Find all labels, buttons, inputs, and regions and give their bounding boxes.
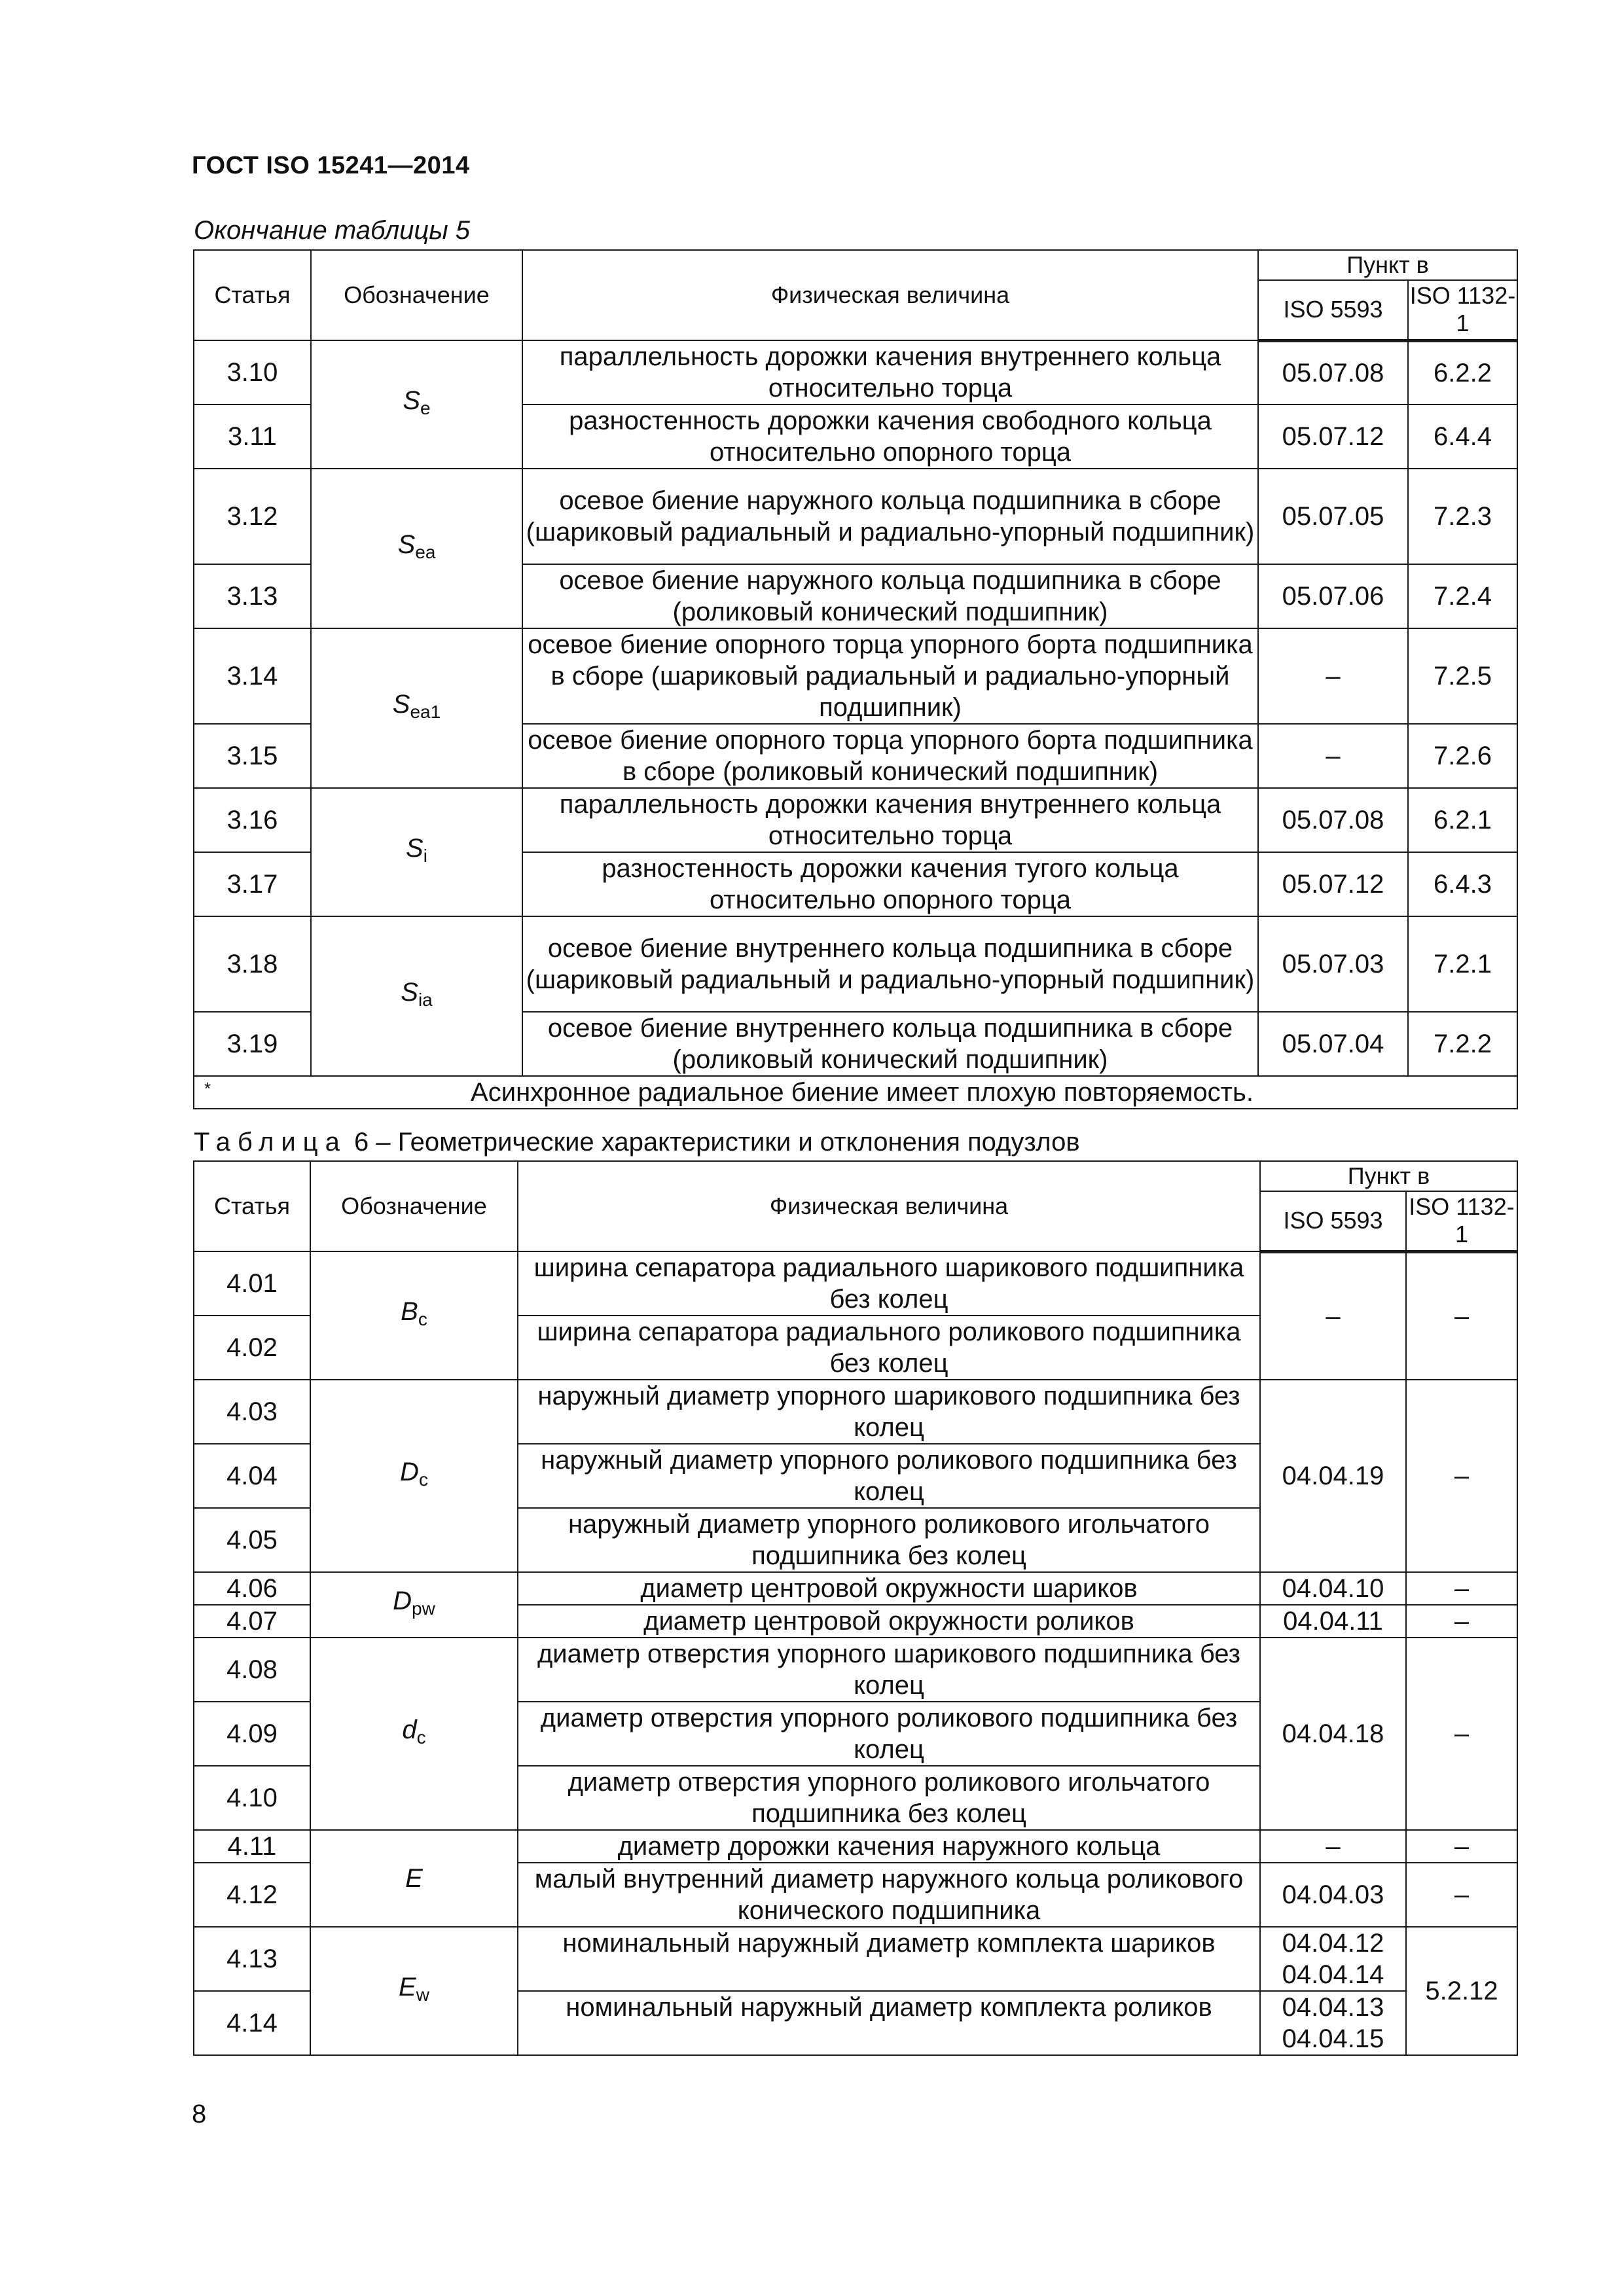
quantity-cell: осевое биение опорного торца упорного борта подшипника в сборе (роликовый конический подшипник) bbox=[522, 724, 1258, 788]
symbol-cell: $S_e$ bbox=[311, 340, 522, 469]
article-cell: 3.19 bbox=[194, 1012, 311, 1076]
iso5593-cell: 05.07.06 bbox=[1258, 564, 1408, 628]
col-header-clause: Пункт в bbox=[1260, 1161, 1517, 1191]
article-cell: 4.01 bbox=[194, 1251, 310, 1316]
iso1132-cell: – bbox=[1406, 1638, 1517, 1830]
iso5593-cell: – bbox=[1260, 1251, 1406, 1380]
quantity-cell: осевое биение внутреннего кольца подшипника в сборе (шариковый радиальный и радиально-упорный подшипник) bbox=[522, 916, 1258, 1012]
article-cell: 3.17 bbox=[194, 852, 311, 916]
iso1132-cell: – bbox=[1406, 1380, 1517, 1572]
iso1132-cell: 7.2.5 bbox=[1408, 628, 1517, 724]
iso5593-cell: 04.04.19 bbox=[1260, 1380, 1406, 1572]
table-row bbox=[194, 916, 1517, 1012]
iso1132-cell: 6.2.1 bbox=[1408, 788, 1517, 852]
quantity-cell: разностенность дорожки качения свободного кольца относительно опорного торца bbox=[522, 404, 1258, 469]
col-header-quantity: Физическая величина bbox=[522, 250, 1258, 340]
iso1132-cell: 6.2.2 bbox=[1408, 340, 1517, 404]
article-cell: 4.05 bbox=[194, 1508, 310, 1572]
iso5593-cell: 05.07.12 bbox=[1258, 852, 1408, 916]
quantity-cell: диаметр дорожки качения наружного кольца bbox=[518, 1830, 1260, 1863]
quantity-cell: диаметр отверстия упорного шарикового подшипника без колец bbox=[518, 1638, 1260, 1702]
iso5593-cell: 05.07.05 bbox=[1258, 469, 1408, 564]
iso1132-cell: 7.2.1 bbox=[1408, 916, 1517, 1012]
iso1132-cell: 7.2.3 bbox=[1408, 469, 1517, 564]
quantity-cell: ширина сепаратора радиального роликового подшипника без колец bbox=[518, 1316, 1260, 1380]
table-row bbox=[194, 1638, 1517, 1702]
iso1132-cell: – bbox=[1406, 1572, 1517, 1605]
page-number: 8 bbox=[192, 2100, 207, 2128]
article-cell: 3.14 bbox=[194, 628, 311, 724]
article-cell: 4.03 bbox=[194, 1380, 310, 1444]
article-cell: 3.11 bbox=[194, 404, 311, 469]
col-header-iso1132: ISO 1132-1 bbox=[1406, 1191, 1517, 1251]
table-row bbox=[194, 1572, 1517, 1605]
quantity-cell: диаметр центровой окружности роликов bbox=[518, 1605, 1260, 1638]
quantity-cell: параллельность дорожки качения внутреннего кольца относительно торца bbox=[522, 340, 1258, 404]
iso5593-cell: 05.07.03 bbox=[1258, 916, 1408, 1012]
symbol-cell: E bbox=[310, 1830, 518, 1927]
iso5593-cell: 04.04.13 04.04.15 bbox=[1260, 1991, 1406, 2055]
table-row bbox=[194, 340, 1517, 404]
table-row bbox=[194, 469, 1517, 564]
table5-caption: Окончание таблицы 5 bbox=[194, 216, 471, 245]
iso5593-cell: – bbox=[1260, 1830, 1406, 1863]
quantity-cell: наружный диаметр упорного роликового подшипника без колец bbox=[518, 1444, 1260, 1508]
article-cell: 4.12 bbox=[194, 1863, 310, 1927]
article-cell: 4.13 bbox=[194, 1927, 310, 1991]
article-cell: 4.06 bbox=[194, 1572, 310, 1605]
quantity-cell: ширина сепаратора радиального шарикового подшипника без колец bbox=[518, 1251, 1260, 1316]
article-cell: 4.09 bbox=[194, 1702, 310, 1766]
quantity-cell: малый внутренний диаметр наружного кольца роликового конического подшипника bbox=[518, 1863, 1260, 1927]
iso5593-cell: 05.07.08 bbox=[1258, 788, 1408, 852]
col-header-clause: Пункт в bbox=[1258, 250, 1517, 280]
iso5593-cell: – bbox=[1258, 724, 1408, 788]
table-row bbox=[194, 1380, 1517, 1444]
symbol-cell: $S_{ia}$ bbox=[311, 916, 522, 1076]
iso5593-cell: – bbox=[1258, 628, 1408, 724]
article-cell: 3.18 bbox=[194, 916, 311, 1012]
col-header-symbol: Обозначение bbox=[311, 250, 522, 340]
iso5593-cell: 05.07.12 bbox=[1258, 404, 1408, 469]
col-header-symbol: Обозначение bbox=[310, 1161, 518, 1251]
quantity-cell: наружный диаметр упорного роликового игольчатого подшипника без колец bbox=[518, 1508, 1260, 1572]
col-header-iso1132: ISO 1132-1 bbox=[1408, 280, 1517, 340]
symbol-cell: $B_c$ bbox=[310, 1251, 518, 1380]
article-cell: 3.16 bbox=[194, 788, 311, 852]
iso1132-cell: 6.4.3 bbox=[1408, 852, 1517, 916]
quantity-cell: наружный диаметр упорного шарикового подшипника без колец bbox=[518, 1380, 1260, 1444]
table-row bbox=[194, 1251, 1517, 1316]
quantity-cell: параллельность дорожки качения внутреннего кольца относительно торца bbox=[522, 788, 1258, 852]
article-cell: 3.12 bbox=[194, 469, 311, 564]
article-cell: 4.11 bbox=[194, 1830, 310, 1863]
col-header-iso5593: ISO 5593 bbox=[1260, 1191, 1406, 1251]
quantity-cell: номинальный наружный диаметр комплекта роликов bbox=[518, 1991, 1260, 2055]
iso5593-cell: 05.07.04 bbox=[1258, 1012, 1408, 1076]
symbol-cell: $S_i$ bbox=[311, 788, 522, 916]
iso1132-cell: 5.2.12 bbox=[1406, 1927, 1517, 2055]
table-row bbox=[194, 1830, 1517, 1863]
iso1132-cell: – bbox=[1406, 1251, 1517, 1380]
quantity-cell: осевое биение наружного кольца подшипника в сборе (шариковый радиальный и радиально-упорный подшипник) bbox=[522, 469, 1258, 564]
col-header-iso5593: ISO 5593 bbox=[1258, 280, 1408, 340]
iso5593-cell: 05.07.08 bbox=[1258, 340, 1408, 404]
quantity-cell: диаметр отверстия упорного роликового игольчатого подшипника без колец bbox=[518, 1766, 1260, 1830]
iso1132-cell: – bbox=[1406, 1605, 1517, 1638]
quantity-cell: осевое биение опорного торца упорного борта подшипника в сборе (шариковый радиальный и радиально-упорный подшипник) bbox=[522, 628, 1258, 724]
footnote-row bbox=[194, 1076, 1517, 1109]
table6-caption-label: Таблица bbox=[194, 1128, 347, 1157]
col-header-article: Статья bbox=[194, 250, 311, 340]
article-cell: 4.14 bbox=[194, 1991, 310, 2055]
article-cell: 4.02 bbox=[194, 1316, 310, 1380]
table6-caption-text: 6 – Геометрические характеристики и отклонения подузлов bbox=[353, 1128, 1080, 1157]
quantity-cell: осевое биение внутреннего кольца подшипника в сборе (роликовый конический подшипник) bbox=[522, 1012, 1258, 1076]
symbol-cell: $S_{ea}$ bbox=[311, 469, 522, 628]
quantity-cell: диаметр отверстия упорного роликового подшипника без колец bbox=[518, 1702, 1260, 1766]
table6-caption bbox=[194, 1128, 1080, 1157]
document-header: ГОСТ ISO 15241—2014 bbox=[192, 152, 470, 179]
article-cell: 4.10 bbox=[194, 1766, 310, 1830]
footnote-mark: * bbox=[204, 1079, 211, 1098]
symbol-cell: $E_w$ bbox=[310, 1927, 518, 2055]
table-row bbox=[194, 1927, 1517, 1991]
symbol-cell: $D_{pw}$ bbox=[310, 1572, 518, 1638]
article-cell: 3.10 bbox=[194, 340, 311, 404]
table-row bbox=[194, 788, 1517, 852]
quantity-cell: номинальный наружный диаметр комплекта шариков bbox=[518, 1927, 1260, 1991]
quantity-cell: диаметр центровой окружности шариков bbox=[518, 1572, 1260, 1605]
symbol-cell: $D_c$ bbox=[310, 1380, 518, 1572]
iso5593-cell: 04.04.18 bbox=[1260, 1638, 1406, 1830]
col-header-quantity: Физическая величина bbox=[518, 1161, 1260, 1251]
iso1132-cell: 7.2.6 bbox=[1408, 724, 1517, 788]
iso1132-cell: 6.4.4 bbox=[1408, 404, 1517, 469]
iso5593-cell: 04.04.12 04.04.14 bbox=[1260, 1927, 1406, 1991]
article-cell: 3.15 bbox=[194, 724, 311, 788]
table-row bbox=[194, 628, 1517, 724]
symbol-cell: $d_c$ bbox=[310, 1638, 518, 1830]
article-cell: 4.08 bbox=[194, 1638, 310, 1702]
symbol-cell: $S_{ea1}$ bbox=[311, 628, 522, 788]
article-cell: 3.13 bbox=[194, 564, 311, 628]
article-cell: 4.07 bbox=[194, 1605, 310, 1638]
iso5593-cell: 04.04.10 bbox=[1260, 1572, 1406, 1605]
quantity-cell: разностенность дорожки качения тугого кольца относительно опорного торца bbox=[522, 852, 1258, 916]
iso1132-cell: – bbox=[1406, 1830, 1517, 1863]
article-cell: 4.04 bbox=[194, 1444, 310, 1508]
iso1132-cell: – bbox=[1406, 1863, 1517, 1927]
iso1132-cell: 7.2.4 bbox=[1408, 564, 1517, 628]
iso5593-cell: 04.04.03 bbox=[1260, 1863, 1406, 1927]
iso1132-cell: 7.2.2 bbox=[1408, 1012, 1517, 1076]
col-header-article: Статья bbox=[194, 1161, 310, 1251]
table-footnote: * Асинхронное радиальное биение имеет плохую повторяемость. bbox=[194, 1076, 1517, 1109]
iso5593-cell: 04.04.11 bbox=[1260, 1605, 1406, 1638]
quantity-cell: осевое биение наружного кольца подшипника в сборе (роликовый конический подшипник) bbox=[522, 564, 1258, 628]
table-5 bbox=[193, 249, 1518, 1109]
table-6 bbox=[193, 1160, 1518, 2056]
